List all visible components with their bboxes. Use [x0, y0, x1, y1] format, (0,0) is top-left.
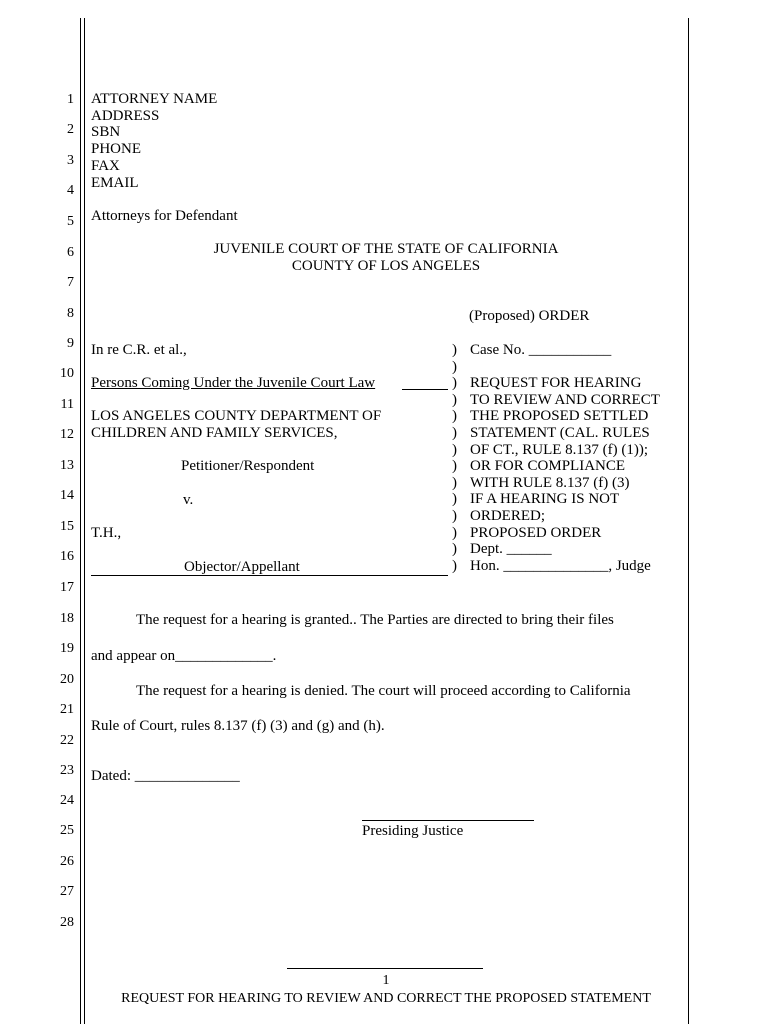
judge-label: Hon. ______________, Judge	[470, 557, 651, 574]
request-line: TO REVIEW AND CORRECT	[470, 391, 660, 408]
request-line: THE PROPOSED SETTLED	[470, 408, 649, 425]
line-number: 21	[60, 702, 74, 717]
line-number: 5	[67, 214, 74, 229]
left-margin-rule-outer	[80, 18, 81, 1024]
line-number: 22	[60, 733, 74, 748]
line-number: 15	[60, 519, 74, 534]
court-name: JUVENILE COURT OF THE STATE OF CALIFORNIA	[213, 241, 559, 257]
attorney-sbn: SBN	[91, 124, 121, 140]
left-margin-rule-inner	[84, 18, 85, 1024]
request-line: OR FOR COMPLIANCE	[470, 458, 626, 475]
granted-paragraph-line1: The request for a hearing is granted.. The Parties are directed to bring their files	[136, 612, 614, 628]
line-number: 19	[60, 641, 74, 656]
line-number: 9	[67, 336, 74, 351]
caption-objector-role: Objector/Appellant	[184, 559, 300, 575]
attorney-address: ADDRESS	[91, 108, 160, 124]
denied-paragraph-line1: The request for a hearing is denied. The court will proceed according to California	[136, 683, 631, 699]
line-number: 12	[60, 427, 74, 442]
footer-title: REQUEST FOR HEARING TO REVIEW AND CORRECT THE PROPOSED STATEMENT	[121, 991, 651, 1006]
attorney-email: EMAIL	[91, 175, 139, 191]
line-number: 7	[67, 275, 74, 290]
caption-department-line1: LOS ANGELES COUNTY DEPARTMENT OF	[91, 408, 382, 424]
caption-parentheses: ) ) ) ) ) ) ) ) ) ) ) ) ) )	[452, 342, 457, 574]
line-number: 26	[60, 854, 74, 869]
request-line: OF CT., RULE 8.137 (f) (1));	[470, 441, 649, 458]
caption-bottom-rule	[91, 575, 448, 576]
attorney-phone: PHONE	[91, 141, 142, 157]
caption-department-line2: CHILDREN AND FAMILY SERVICES,	[91, 425, 338, 441]
line-number: 25	[60, 823, 74, 838]
presiding-justice-label: Presiding Justice	[362, 823, 464, 839]
dated-line: Dated: ______________	[91, 768, 240, 784]
caption-objector-name: T.H.,	[91, 525, 122, 541]
line-number: 4	[67, 183, 74, 198]
signature-rule	[362, 820, 534, 821]
request-line: WITH RULE 8.137 (f) (3)	[470, 474, 630, 491]
line-number: 23	[60, 763, 74, 778]
page-number: 1	[382, 973, 390, 988]
footer-rule	[287, 968, 483, 969]
line-number: 28	[60, 915, 74, 930]
request-line: REQUEST FOR HEARING	[470, 375, 642, 392]
caption-persons: Persons Coming Under the Juvenile Court Law	[91, 375, 376, 391]
line-number: 10	[60, 366, 74, 381]
attorneys-for-line: Attorneys for Defendant	[91, 208, 238, 224]
request-line: ORDERED;	[470, 507, 545, 524]
line-number: 17	[60, 580, 74, 595]
attorney-fax: FAX	[91, 158, 120, 174]
line-number: 24	[60, 793, 74, 808]
right-margin-rule	[688, 18, 689, 1024]
line-number: 16	[60, 549, 74, 564]
caption-right	[470, 342, 660, 574]
caption-in-re: In re C.R. et al.,	[91, 342, 187, 358]
line-number: 11	[60, 397, 74, 412]
line-number: 3	[67, 153, 74, 168]
denied-paragraph-line2: Rule of Court, rules 8.137 (f) (3) and (g) and (h).	[91, 718, 385, 734]
granted-paragraph-line2: and appear on_____________.	[91, 648, 277, 664]
line-number: 8	[67, 306, 74, 321]
proposed-order-label: (Proposed) ORDER	[469, 308, 590, 324]
line-number: 13	[60, 458, 74, 473]
caption-versus: v.	[183, 492, 194, 508]
court-county: COUNTY OF LOS ANGELES	[291, 258, 481, 274]
line-number: 27	[60, 884, 74, 899]
request-line: IF A HEARING IS NOT	[470, 491, 620, 508]
line-number: 18	[60, 611, 74, 626]
line-number: 14	[60, 488, 74, 503]
attorney-name: ATTORNEY NAME	[91, 91, 218, 107]
caption-petitioner: Petitioner/Respondent	[181, 458, 315, 474]
line-number: 1	[67, 92, 74, 107]
caption-persons-rule	[402, 389, 448, 390]
line-number: 6	[67, 245, 74, 260]
line-number: 20	[60, 672, 74, 687]
line-number: 2	[67, 122, 74, 137]
dept-label: Dept. ______	[470, 541, 552, 558]
request-line: PROPOSED ORDER	[470, 524, 602, 541]
request-line: STATEMENT (CAL. RULES	[470, 424, 650, 441]
case-number-label: Case No. ___________	[470, 342, 612, 358]
